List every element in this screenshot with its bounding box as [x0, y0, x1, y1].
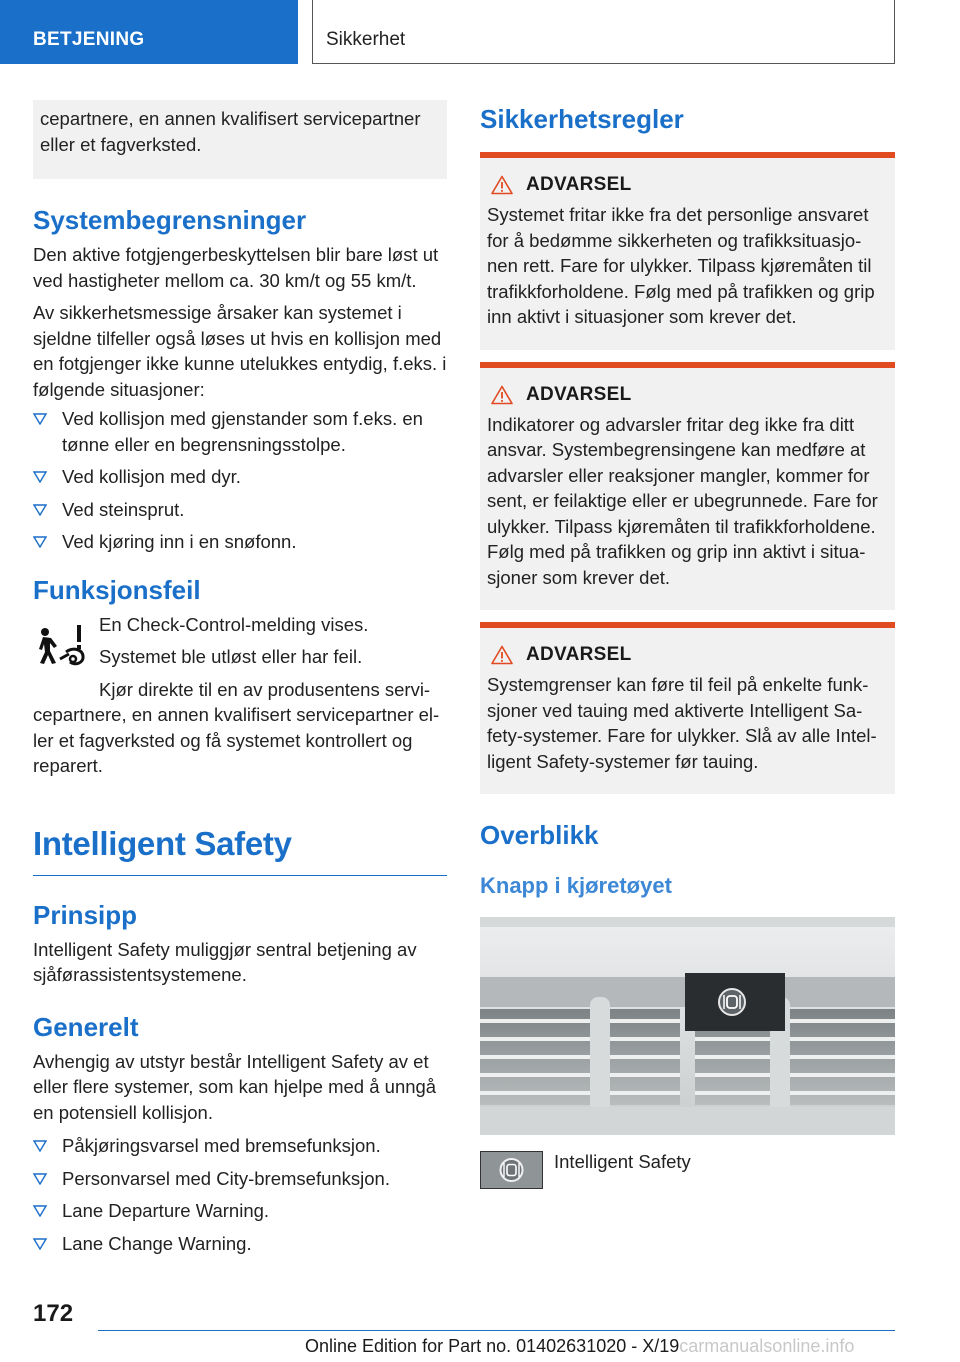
intelligent-safety-heading: Intelligent Safety [33, 824, 292, 862]
malfunction-line-3: Kjør direkte til en av produsentens servi- [99, 678, 431, 700]
footer-edition [305, 1336, 854, 1357]
button-in-vehicle-heading: Knapp i kjøretøyet [480, 873, 672, 898]
heading-rule [33, 875, 447, 876]
triangle-bullet-icon [33, 1238, 47, 1250]
warning-triangle-icon [491, 645, 513, 665]
intelligent-safety-button-icon [481, 1152, 542, 1188]
list-item: Personvarsel med City-bremsefunksjon. [33, 1166, 447, 1192]
warning-text: Systemgrenser kan føre til feil på enkelte funk-sjoner ved tauing med aktiverte Intelligent Sa-fety-systemer. Fare for ulykker. Slå av alle Intel-ligent Safety-systemer før tauing. [487, 674, 877, 772]
general-heading: Generelt [33, 1011, 139, 1042]
malfunction-line-rest: cepartnere, en annen kvalifisert servicepartner el-ler et fagverksted og få systemet kontrollert og reparert. [33, 704, 440, 776]
warning-box [480, 362, 895, 611]
triangle-bullet-icon [33, 1173, 47, 1185]
page-number: 172 [33, 1300, 74, 1327]
intelligent-safety-button-thumbnail [480, 1151, 543, 1189]
system-limits-list [33, 406, 447, 555]
button-caption-row [480, 1151, 895, 1211]
list-item: Lane Change Warning. [33, 1231, 447, 1257]
triangle-bullet-icon [33, 504, 47, 516]
malfunction-line-2: Systemet ble utløst eller har feil. [99, 646, 363, 667]
warning-triangle-icon [491, 385, 513, 405]
principle-heading: Prinsipp [33, 899, 138, 930]
system-limits-heading: Systembegrensninger [33, 205, 307, 235]
malfunction-heading: Funksjonsfeil [33, 574, 201, 605]
right-column [480, 100, 895, 1211]
malfunction-lines [33, 612, 447, 703]
edition-text: Online Edition for Part no. 01402631020 - X/19 [305, 1336, 680, 1356]
list-item: Ved kollisjon med gjenstander som f.eks. en tønne eller en begrensningsstolpe. [33, 406, 447, 457]
dashboard-illustration [480, 917, 895, 1135]
general-list [33, 1133, 447, 1256]
list-item: Ved kollisjon med dyr. [33, 464, 447, 490]
malfunction-block [33, 612, 447, 779]
overview-heading: Overblikk [480, 820, 599, 850]
warning-title: ADVARSEL [487, 174, 888, 196]
warning-title: ADVARSEL [487, 644, 888, 666]
general-text: Avhengig av utstyr består Intelligent Safety av et eller flere systemer, som kan hjelpe med å unngå en potensiell kollisjon. [33, 1050, 437, 1123]
warning-box [480, 152, 895, 350]
warning-triangle-icon [491, 175, 513, 195]
system-limits-paragraph-2: Av sikkerhetsmessige årsaker kan systemet i sjeldne tilfeller også løses ut hvis en kollisjon med en fotgjenger ikke kunne utelukkes entydig, f.eks. i følgende situasjoner: [33, 302, 447, 400]
principle-text: Intelligent Safety muliggjør sentral betjening av sjåførassistentsystemene. [33, 938, 417, 985]
left-column [33, 100, 447, 1263]
malfunction-line-1: En Check-Control-melding vises. [99, 613, 369, 635]
safety-rules-heading: Sikkerhetsregler [480, 104, 684, 134]
pedestrian-warning-icon [33, 619, 89, 675]
list-item: Ved steinsprut. [33, 497, 447, 523]
warning-text: Indikatorer og advarsler fritar deg ikke fra ditt ansvar. Systembegrensingene kan medføre at advarsler eller reaksjoner mangler, kommer for sent, er feilaktige eller er ubegrunnede. Fare for ulykker. Tilpass kjøremåten til trafikkforholdene. Følg med på trafikken og grip inn aktivt i situa-sjoner som krever det. [487, 413, 878, 588]
warning-title: ADVARSEL [487, 384, 888, 406]
triangle-bullet-icon [33, 536, 47, 548]
section-title: Sikkerhet [312, 0, 895, 64]
footer-rule [98, 1330, 895, 1331]
watermark-text: carmanualsonline.info [679, 1336, 855, 1356]
warning-text: Systemet fritar ikke fra det personlige ansvaret for å bedømme sikkerheten og trafikksituasjo-nen rett. Fare for ulykker. Tilpass kjøremåten til trafikkforholdene. Følg med på trafikken og grip inn aktivt i situasjoner som krever det. [487, 204, 875, 327]
list-item: Påkjøringsvarsel med bremsefunksjon. [33, 1133, 447, 1159]
button-caption: Intelligent Safety [554, 1151, 691, 1172]
chapter-tab: BETJENING [0, 0, 298, 64]
continuation-note: cepartnere, en annen kvalifisert servicepartner eller et fagverksted. [33, 100, 447, 179]
list-item: Lane Departure Warning. [33, 1198, 447, 1224]
list-item: Ved kjøring inn i en snøfonn. [33, 529, 447, 555]
triangle-bullet-icon [33, 1140, 47, 1152]
system-limits-paragraph-1: Den aktive fotgjengerbeskyttelsen blir bare løst ut ved hastigheter mellom ca. 30 km/t og 55 km/t. [33, 244, 439, 291]
triangle-bullet-icon [33, 1205, 47, 1217]
vehicle-button-photo [480, 917, 895, 1135]
triangle-bullet-icon [33, 413, 47, 425]
triangle-bullet-icon [33, 471, 47, 483]
warning-box [480, 622, 895, 794]
